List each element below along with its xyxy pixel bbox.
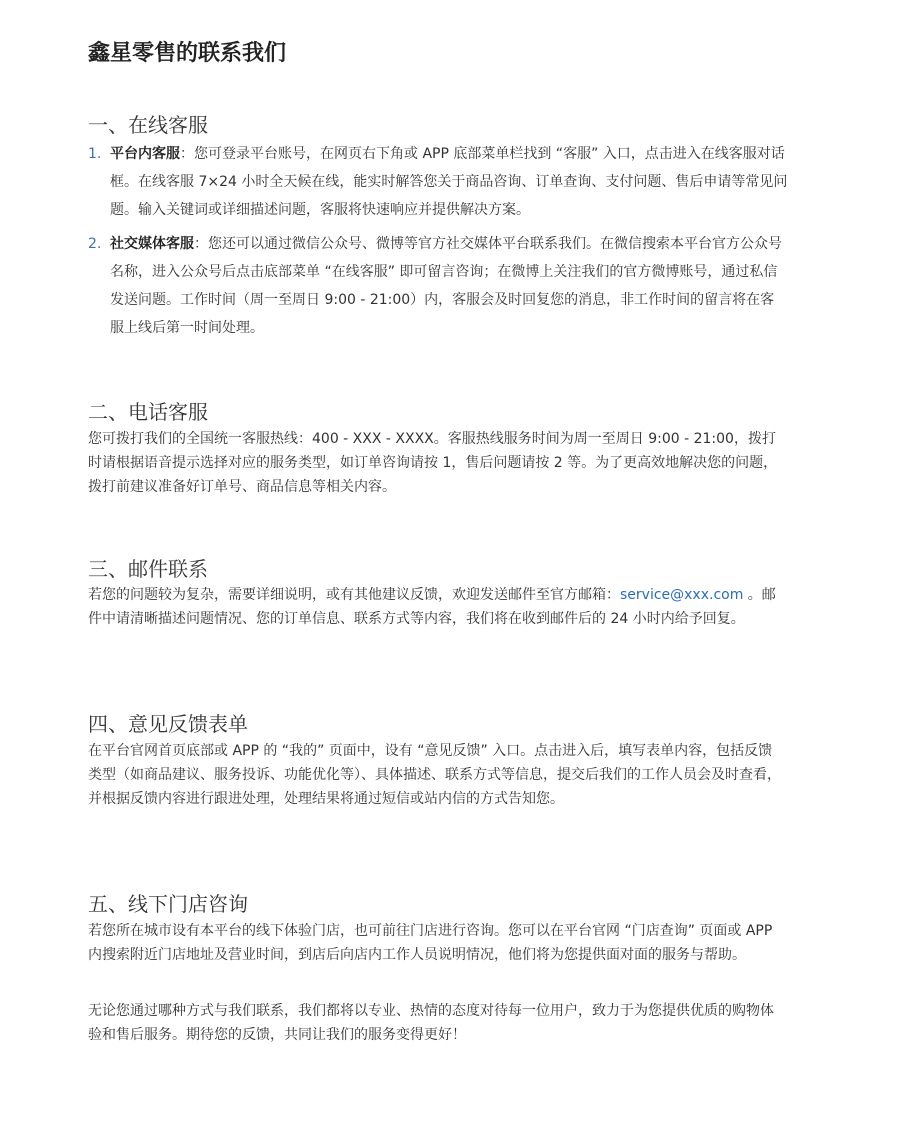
list-item-lead: 平台内客服	[110, 146, 180, 162]
email-text-after: 。邮件中请清晰描述问题情况、您的订单信息、联系方式等内容，我们将在收到邮件后的 24 小时内给予回复。	[88, 587, 776, 627]
list-item-platform-service	[88, 140, 788, 224]
section-heading-email: 三、邮件联系	[88, 556, 208, 581]
list-number: 1.	[88, 146, 102, 162]
online-service-list	[88, 140, 788, 342]
list-item-lead: 社交媒体客服	[110, 236, 194, 252]
list-item-social-media-service	[88, 230, 788, 342]
section-heading-offline-store: 五、线下门店咨询	[88, 891, 248, 916]
offline-store-paragraph: 若您所在城市设有本平台的线下体验门店，也可前往门店进行咨询。您可以在平台官网 “门店查询” 页面或 APP 内搜索附近门店地址及营业时间，到店后向店内工作人员说明情况，他们将为您提供面对面的服务与帮助。	[88, 923, 773, 963]
feedback-form-paragraph: 在平台官网首页底部或 APP 的 “我的” 页面中，设有 “意见反馈” 入口。点击进入后，填写表单内容，包括反馈类型（如商品建议、服务投诉、功能优化等）、具体描述、联系方式等信息，提交后我们的工作人员会及时查看，并根据反馈内容进行跟进处理，处理结果将通过短信或站内信的方式告知您。	[88, 743, 781, 807]
section-heading-online-service: 一、在线客服	[88, 112, 208, 137]
closing-paragraph: 无论您通过哪种方式与我们联系，我们都将以专业、热情的态度对待每一位用户，致力于为您提供优质的购物体验和售后服务。期待您的反馈，共同让我们的服务变得更好！	[88, 1003, 774, 1043]
list-item-text: ：您可登录平台账号，在网页右下角或 APP 底部菜单栏找到 “客服” 入口，点击进入在线客服对话框。在线客服 7×24 小时全天候在线，能实时解答您关于商品咨询、订单查询、支付问题、售后申请等常见问题。输入关键词或详细描述问题，客服将快速响应并提供解决方案。	[110, 146, 788, 218]
section-heading-feedback-form: 四、意见反馈表单	[88, 711, 248, 736]
phone-service-paragraph: 您可拨打我们的全国统一客服热线：400 - XXX - XXXX。客服热线服务时间为周一至周日 9:00 - 21:00，拨打时请根据语音提示选择对应的服务类型，如订单咨询请按 1，售后问题请按 2 等。为了更高效地解决您的问题，拨打前建议准备好订单号、商品信息等相关内容。	[88, 431, 778, 495]
page-title: 鑫星零售的联系我们	[88, 40, 287, 66]
list-number: 2.	[88, 236, 102, 252]
list-item-text: ：您还可以通过微信公众号、微博等官方社交媒体平台联系我们。在微信搜索本平台官方公众号名称，进入公众号后点击底部菜单 “在线客服” 即可留言咨询；在微博上关注我们的官方微博账号，通过私信发送问题。工作时间（周一至周日 9:00 - 21:00）内，客服会及时回复您的消息，非工作时间的留言将在客服上线后第一时间处理。	[110, 236, 782, 336]
section-heading-phone-service: 二、电话客服	[88, 399, 208, 424]
email-text-before: 若您的问题较为复杂，需要详细说明，或有其他建议反馈，欢迎发送邮件至官方邮箱：	[88, 587, 620, 603]
email-link[interactable]: service@xxx.com	[620, 587, 744, 603]
email-paragraph	[88, 583, 786, 631]
